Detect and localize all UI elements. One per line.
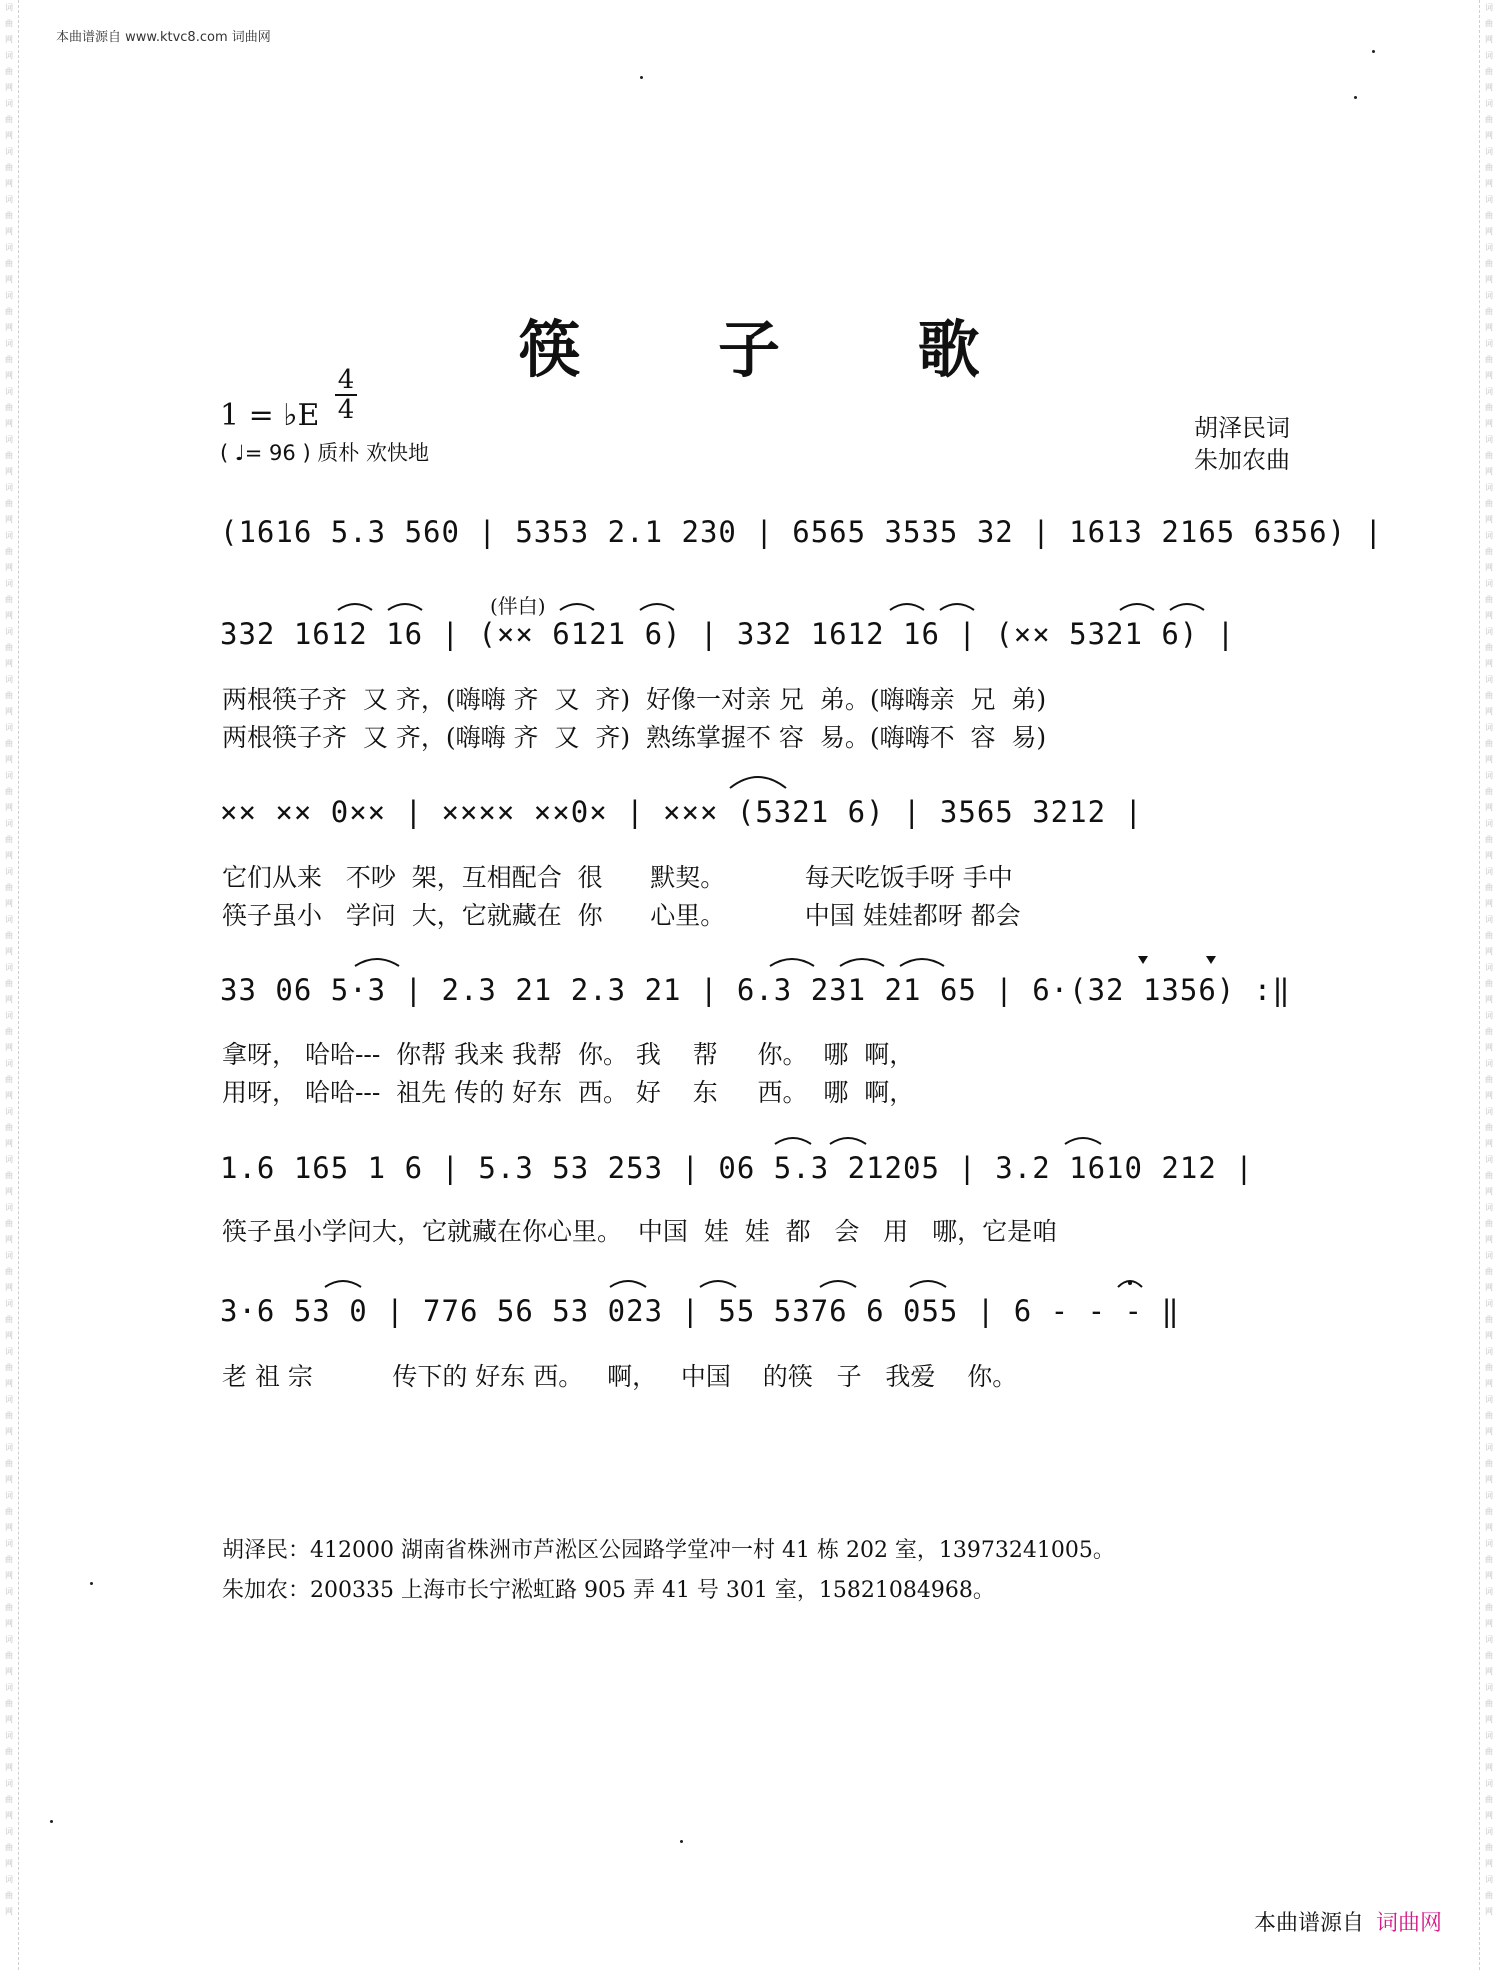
- scan-speck: [1372, 50, 1375, 53]
- slur: [388, 604, 422, 610]
- slur: [910, 1281, 946, 1287]
- lyricist-credit: 胡泽民词: [1194, 414, 1290, 442]
- slur: [1170, 604, 1204, 610]
- notation-line: (1616 5.3 560 | 5353 2.1 230 | 6565 3535 32 | 1613 2165 6356) |: [220, 515, 1383, 549]
- accent-mark: [1138, 956, 1148, 964]
- lyric-line: 筷子虽小学问大，它就藏在你心里。 中国 娃 娃 都 会 用 哪，它是咱: [222, 1217, 1058, 1246]
- slur: [940, 604, 974, 610]
- scan-speck: [1354, 96, 1357, 99]
- lyric-line: 它们从来 不吵 架，互相配合 很 默契。 每天吃饭手呀 手中: [222, 863, 1013, 892]
- footer-source-label: 本曲谱源自: [1253, 1911, 1364, 1936]
- scan-speck: [90, 1582, 93, 1585]
- notation-line: 332 1612 16 | (×× 6121 6) | 332 1612 16 | (×× 5321 6) |: [220, 617, 1236, 651]
- notation-line: ×× ×× 0×× | ×××× ××0× | ××× (5321 6) | 3565 3212 |: [220, 795, 1143, 829]
- slur: [830, 1138, 866, 1144]
- slur: [840, 959, 884, 966]
- slur: [610, 1281, 646, 1287]
- lyric-line: 两根筷子齐 又 齐，(嗨嗨 齐 又 齐) 好像一对亲 兄 弟。(嗨嗨亲 兄 弟): [222, 685, 1047, 714]
- song-title: 筷 子 歌: [518, 313, 1038, 386]
- notation-line: 3·6 53 0 | 776 56 53 023 | 55 5376 6 055 | 6 - - - ‖: [220, 1294, 1180, 1328]
- slur: [640, 604, 674, 610]
- notation-line: 1.6 165 1 6 | 5.3 53 253 | 06 5.3 21205 | 3.2 1610 212 |: [220, 1151, 1254, 1185]
- time-signature-top: 4: [337, 365, 355, 395]
- tempo-marking: ( ♩= 96 ) 质朴 欢快地: [220, 441, 429, 465]
- lyric-line: 用呀， 哈哈--- 祖先 传的 好东 西。 好 东 西。 哪 啊，: [222, 1078, 915, 1107]
- slur: [355, 959, 399, 966]
- slur: [820, 1281, 856, 1287]
- header-source-text: 本曲谱源自 www.ktvc8.com 词曲网: [56, 30, 271, 45]
- time-signature-bottom: 4: [337, 395, 355, 425]
- right-watermark-strip: 词曲网词曲网词曲网词曲网词曲网词曲网词曲网词曲网词曲网词曲网词曲网词曲网词曲网词曲网词曲网词曲网词曲网词曲网词曲网词曲网词曲网词曲网词曲网词曲网词曲网词曲网词曲网词曲网词曲网词曲网词曲网词曲网词曲网词曲网词曲网词曲网词曲网词曲网词曲网词曲网: [1485, 3, 1493, 1916]
- scan-speck: [50, 1820, 53, 1823]
- footer-brand: 词曲网: [1375, 1911, 1442, 1936]
- slur: [338, 604, 372, 610]
- slur: [700, 1281, 736, 1287]
- slur: [890, 604, 924, 610]
- slur: [770, 959, 814, 966]
- slur: [900, 959, 944, 966]
- contact-line: 胡泽民：412000 湖南省株洲市芦淞区公园路学堂冲一村 41 栋 202 室，13973241005。: [222, 1538, 1115, 1563]
- slur: [1120, 604, 1154, 610]
- footer-source: [1254, 1906, 1442, 1937]
- slur: [775, 1138, 811, 1144]
- composer-credit: 朱加农曲: [1194, 446, 1290, 474]
- lyric-line: 老 祖 宗 传下的 好东 西。 啊， 中国 的筷 子 我爱 你。: [222, 1362, 1018, 1391]
- slur: [1065, 1138, 1101, 1144]
- slur: [730, 777, 786, 788]
- fermata-dot: [1128, 1281, 1132, 1285]
- lyric-line: 筷子虽小 学问 大，它就藏在 你 心里。 中国 娃娃都呀 都会: [222, 901, 1021, 930]
- key-signature: 1 = ♭E: [220, 398, 320, 433]
- contact-line: 朱加农：200335 上海市长宁淞虹路 905 弄 41 号 301 室，15821084968。: [222, 1578, 995, 1603]
- scan-speck: [640, 76, 643, 79]
- notation-line: 33 06 5·3 | 2.3 21 2.3 21 | 6.3 231 21 65 | 6·(32 1356) :‖: [220, 973, 1291, 1007]
- slur: [560, 604, 594, 610]
- scan-speck: [680, 1840, 683, 1843]
- lyric-line: 两根筷子齐 又 齐，(嗨嗨 齐 又 齐) 熟练掌握不 容 易。(嗨嗨不 容 易): [222, 723, 1047, 752]
- left-watermark-strip: 词曲网词曲网词曲网词曲网词曲网词曲网词曲网词曲网词曲网词曲网词曲网词曲网词曲网词曲网词曲网词曲网词曲网词曲网词曲网词曲网词曲网词曲网词曲网词曲网词曲网词曲网词曲网词曲网词曲网词曲网词曲网词曲网词曲网词曲网词曲网词曲网词曲网词曲网词曲网词曲网: [5, 3, 13, 1916]
- accent-mark: [1206, 956, 1216, 964]
- lyric-line: 拿呀， 哈哈--- 你帮 我来 我帮 你。 我 帮 你。 哪 啊，: [222, 1040, 915, 1069]
- banbai-annotation: (伴白): [490, 594, 546, 618]
- slur: [325, 1281, 361, 1287]
